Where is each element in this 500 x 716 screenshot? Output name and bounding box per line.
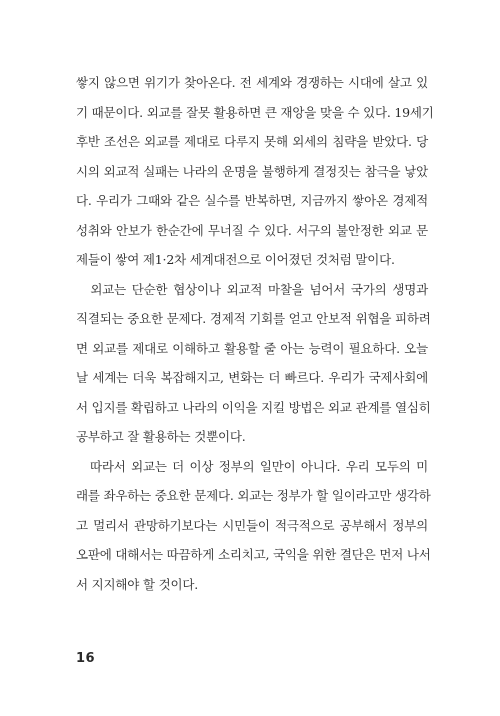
text-line: 면 외교를 제대로 이해하고 활용할 줄 아는 능력이 필요하다. 오늘: [76, 340, 428, 356]
text-line: 고 멀리서 관망하기보다는 시민들이 적극적으로 공부해서 정부의: [76, 517, 428, 533]
text-line: 시의 외교적 실패는 나라의 운명을 불행하게 결정짓는 참극을 낳았: [76, 163, 428, 179]
text-line: 오판에 대해서는 따끔하게 소리치고, 국익을 위한 결단은 먼저 나서: [76, 547, 431, 562]
text-line: 외교는 단순한 협상이나 외교적 마찰을 넘어서 국가의 생명과: [76, 281, 428, 297]
text-line: 래를 좌우하는 중요한 문제다. 외교는 정부가 할 일이라고만 생각하: [76, 488, 431, 503]
text-line: 서 지지해야 할 것이다.: [76, 576, 198, 592]
paragraph-3: [76, 452, 431, 600]
text-line: 공부하고 잘 활용하는 것뿐이다.: [76, 429, 246, 444]
paragraph-2: [76, 275, 431, 452]
text-line: 쌓지 않으면 위기가 찾아온다. 전 세계와 경쟁하는 시대에 살고 있: [76, 75, 428, 90]
text-line: 기 때문이다. 외교를 잘못 활용하면 큰 재앙을 맞을 수 있다. 19세기: [76, 104, 434, 120]
text-line: 다. 우리가 그때와 같은 실수를 반복하면, 지금까지 쌓아온 경제적: [76, 193, 428, 208]
text-line: 서 입지를 확립하고 나라의 이익을 지킬 방법은 외교 관계를 열심히: [76, 399, 431, 415]
text-line: 후반 조선은 외교를 제대로 다루지 못해 외세의 침략을 받았다. 당: [76, 134, 428, 149]
text-line: 성취와 안보가 한순간에 무너질 수 있다. 서구의 불안정한 외교 문: [76, 222, 428, 238]
page-number: 16: [76, 651, 96, 666]
text-line: 날 세계는 더욱 복잡해지고, 변화는 더 빠르다. 우리가 국제사회에: [76, 370, 428, 385]
body-text: [76, 68, 434, 599]
text-line: 직결되는 중요한 문제다. 경제적 기회를 얻고 안보적 위협을 피하려: [76, 311, 431, 326]
text-line: 따라서 외교는 더 이상 정부의 일만이 아니다. 우리 모두의 미: [76, 458, 428, 474]
paragraph-1: [76, 68, 434, 275]
text-line: 제들이 쌓여 제1·2차 세계대전으로 이어졌던 것처럼 말이다.: [76, 252, 395, 267]
